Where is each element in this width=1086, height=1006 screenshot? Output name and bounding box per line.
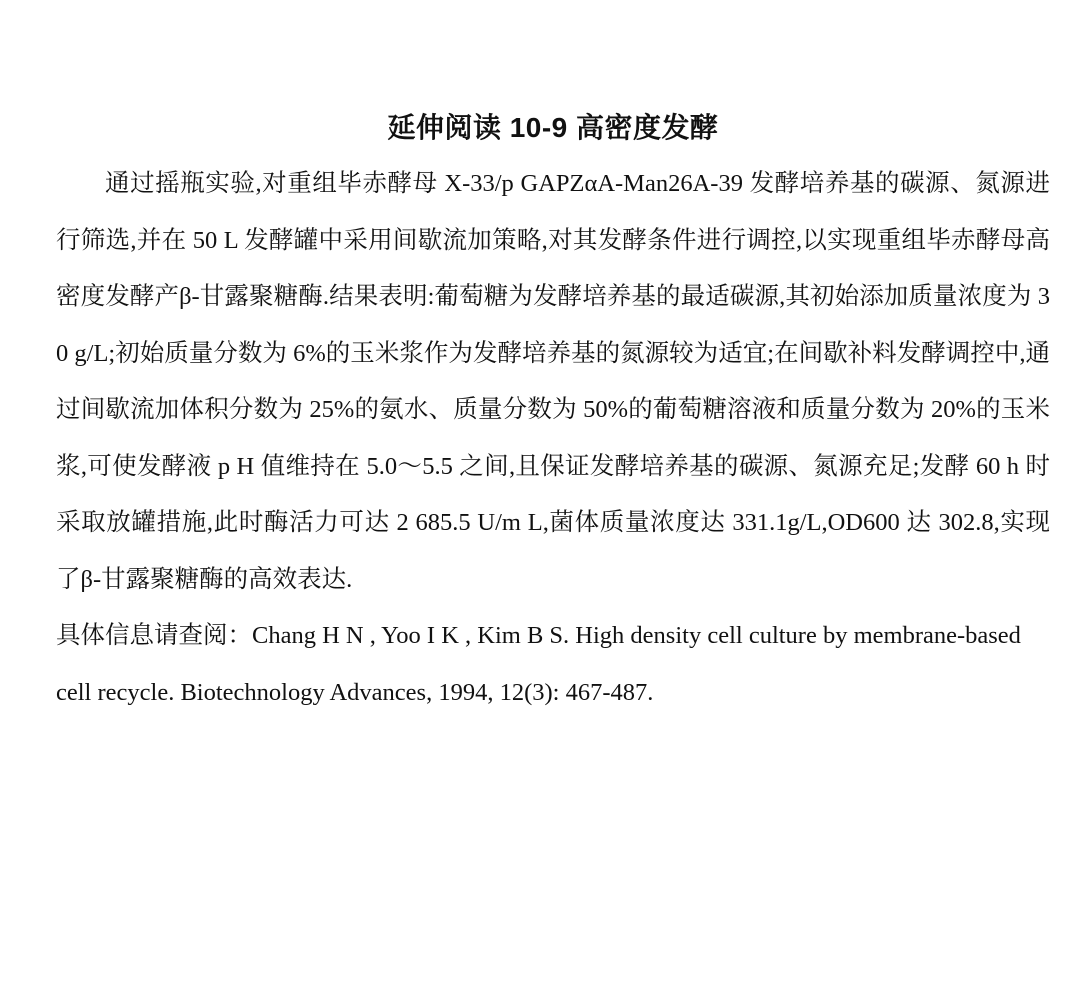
reference-paragraph: 具体信息请查阅：Chang H N , Yoo I K , Kim B S. High density cell culture by membrane-based cell recycle. Biotechnology Advances, 1994, 12(3): 467-487.: [56, 622, 1021, 706]
document-page: [56, 100, 1050, 721]
body-paragraph: 通过摇瓶实验,对重组毕赤酵母 X-33/p GAPZαA-Man26A-39 发酵培养基的碳源、氮源进行筛选,并在 50 L 发酵罐中采用间歇流加策略,对其发酵条件进行调控,以实现重组毕赤酵母高密度发酵产β-甘露聚糖酶.结果表明:葡萄糖为发酵培养基的最适碳源,其初始添加质量浓度为 30 g/L;初始质量分数为 6%的玉米浆作为发酵培养基的氮源较为适宜;在间歇补料发酵调控中,通过间歇流加体积分数为 25%的氨水、质量分数为 50%的葡萄糖溶液和质量分数为 20%的玉米浆,可使发酵液 p H 值维持在 5.0～5.5 之间,且保证发酵培养基的碳源、氮源充足;发酵 60 h 时采取放罐措施,此时酶活力可达 2 685.5 U/m L,菌体质量浓度达 331.1g/L,OD600 达 302.8,实现了β-甘露聚糖酶的高效表达.: [56, 170, 1050, 593]
document-title: 延伸阅读 10-9 高密度发酵: [387, 112, 719, 143]
